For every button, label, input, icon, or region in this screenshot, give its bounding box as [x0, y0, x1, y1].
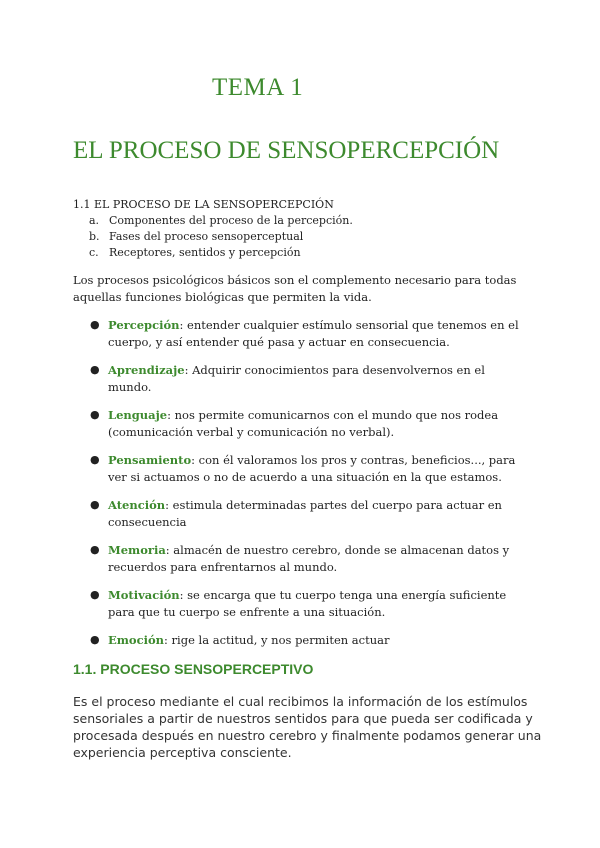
bullet-term: Aprendizaje	[108, 363, 185, 377]
bullet-icon: ●	[90, 408, 100, 421]
bullet-text: : con él valoramos los pros y contras, beneficios..., para ver si actuamos o no de acuerdo a una situación en la que estamos.	[108, 453, 516, 484]
list-item	[90, 542, 530, 575]
toc-item	[73, 213, 353, 229]
bullet-icon: ●	[90, 588, 100, 601]
toc-item-text: Fases del proceso sensoperceptual	[109, 230, 304, 243]
toc-item-letter: c.	[89, 246, 99, 259]
bullet-term: Pensamiento	[108, 453, 192, 467]
section-heading: 1.1. PROCESO SENSOPERCEPTIVO	[73, 661, 314, 677]
bullet-term: Lenguaje	[108, 408, 168, 422]
toc-item-text: Componentes del proceso de la percepción.	[109, 214, 353, 227]
list-item	[90, 587, 530, 620]
list-item	[90, 632, 530, 649]
bullet-icon: ●	[90, 543, 100, 556]
bullet-term: Motivación	[108, 588, 180, 602]
toc-heading: 1.1 EL PROCESO DE LA SENSOPERCEPCIÓN	[73, 198, 334, 211]
list-item	[90, 452, 530, 485]
bullet-text: : rige la actitud, y nos permiten actuar	[164, 633, 390, 647]
bullet-term: Percepción	[108, 318, 180, 332]
list-item	[90, 497, 530, 530]
bullet-text: : Adquirir conocimientos para desenvolvernos en el mundo.	[108, 363, 485, 394]
list-item	[90, 317, 530, 350]
bullet-list	[90, 317, 530, 661]
page-title: EL PROCESO DE SENSOPERCEPCIÓN	[73, 137, 500, 164]
bullet-icon: ●	[90, 453, 100, 466]
bullet-term: Memoria	[108, 543, 166, 557]
toc-item-letter: b.	[89, 230, 100, 243]
toc-item	[73, 229, 353, 245]
tema-heading: TEMA 1	[212, 74, 304, 101]
bullet-text: : entender cualquier estímulo sensorial que tenemos en el cuerpo, y así entender qué pasa y actuar en consecuencia.	[108, 318, 519, 349]
bullet-term: Atención	[108, 498, 166, 512]
toc-item	[73, 245, 353, 261]
bullet-term: Emoción	[108, 633, 165, 647]
bullet-text: : se encarga que tu cuerpo tenga una energía suficiente para que tu cuerpo se enfrente a una situación.	[108, 588, 507, 619]
bullet-text: : almacén de nuestro cerebro, donde se almacenan datos y recuerdos para enfrentarnos al mundo.	[108, 543, 510, 574]
list-item	[90, 407, 530, 440]
intro-paragraph: Los procesos psicológicos básicos son el complemento necesario para todas aquellas funciones biológicas que permiten la vida.	[73, 273, 517, 304]
section-paragraph: Es el proceso mediante el cual recibimos la información de los estímulos sensoriales a partir de nuestros sentidos para que pueda ser codificada y procesada después en nuestro cerebro y finalmente podamos generar una experiencia perceptiva consciente.	[73, 694, 542, 760]
bullet-text: : estimula determinadas partes del cuerpo para actuar en consecuencia	[108, 498, 502, 529]
bullet-icon: ●	[90, 633, 100, 646]
list-item	[90, 362, 530, 395]
table-of-contents	[73, 197, 353, 261]
bullet-icon: ●	[90, 318, 100, 331]
toc-item-letter: a.	[89, 214, 100, 227]
bullet-icon: ●	[90, 498, 100, 511]
toc-item-text: Receptores, sentidos y percepción	[109, 246, 301, 259]
bullet-icon: ●	[90, 363, 100, 376]
bullet-text: : nos permite comunicarnos con el mundo que nos rodea (comunicación verbal y comunicación no verbal).	[108, 408, 499, 439]
